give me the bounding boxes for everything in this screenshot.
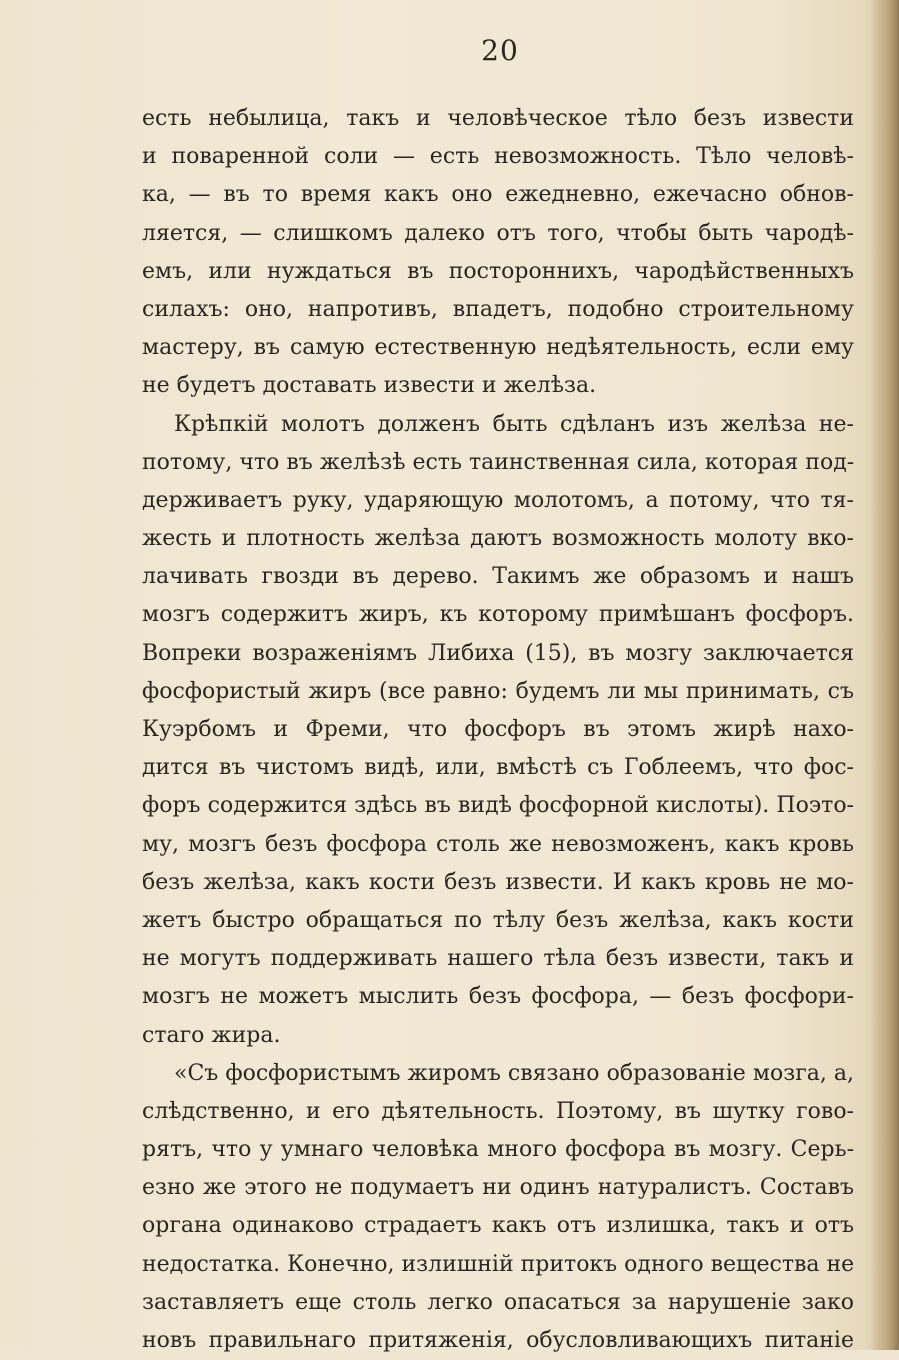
text-line: недостатка. Конечно, излишній притокъ одного вещества не: [142, 1251, 855, 1277]
text-line: фосфористый жиръ (все равно: будемъ ли мы принимать, съ: [142, 678, 854, 704]
text-line: силахъ: оно, напротивъ, впадетъ, подобно строительному: [142, 296, 854, 322]
text-line: безъ желѣза, какъ кости безъ извести. И какъ кровь не мо-: [142, 869, 854, 895]
text-line: органа одинаково страдаетъ какъ отъ излишка, такъ и отъ: [142, 1213, 854, 1239]
text-line: жетъ быстро обращаться по тѣлу безъ желѣза, какъ кости: [142, 907, 854, 933]
text-line: «Съ фосфористымъ жиромъ связано образованіе мозга, а,: [174, 1060, 854, 1086]
paragraph: [142, 406, 854, 1055]
text-line: слѣдственно, и его дѣятельность. Поэтому, въ шутку гово-: [142, 1098, 854, 1124]
text-line: Куэрбомъ и Фреми, что фосфоръ въ этомъ жирѣ нахо-: [142, 717, 854, 742]
text-line: мозгъ содержитъ жиръ, къ которому примѣшанъ фосфоръ.: [142, 602, 854, 628]
text-line: потому, что въ желѣзѣ есть таинственная сила, которая под-: [142, 449, 855, 475]
text-line: и поваренной соли — есть невозможность. Тѣло человѣ-: [142, 144, 854, 170]
text-line: дится въ чистомъ видѣ, или, вмѣстѣ съ Гоблеемъ, что фос-: [142, 755, 854, 781]
text-line: стаго жира.: [142, 1022, 281, 1048]
paragraph: [142, 1055, 854, 1360]
text-line: емъ, или нуждаться въ постороннихъ, чародѣйственныхъ: [142, 258, 854, 284]
text-line: форъ содержится здѣсь въ видѣ фосфорной кислоты). Поэто-: [142, 793, 854, 819]
text-line: жесть и плотность желѣза даютъ возможность молоту вко-: [142, 526, 854, 552]
text-line: не будетъ доставать извести и желѣза.: [142, 373, 597, 399]
text-line: есть небылица, такъ и человѣческое тѣло безъ извести: [142, 106, 854, 131]
text-line: заставляетъ еще столь легко опасаться за нарушеніе зако: [142, 1289, 854, 1315]
page-number: 20: [481, 34, 519, 67]
text-line: Крѣпкій молотъ долженъ быть сдѣланъ изъ желѣза не-: [174, 411, 854, 437]
text-line: Вопреки возраженіямъ Либиха (15), въ мозгу заключается: [142, 640, 854, 666]
body-text: [142, 100, 854, 1360]
text-line: рятъ, что у умнаго человѣка много фосфора въ мозгу. Серь-: [142, 1137, 854, 1163]
text-line: му, мозгъ безъ фосфора столь же невозможенъ, какъ кровь: [142, 831, 854, 857]
text-line: не могутъ поддерживать нашего тѣла безъ извести, такъ и: [142, 946, 854, 972]
text-line: лачивать гвозди въ дерево. Такимъ же образомъ и нашъ: [142, 564, 854, 590]
text-line: мозгъ не можетъ мыслить безъ фосфора, — безъ фосфори-: [142, 984, 854, 1010]
text-line: держиваетъ руку, ударяющую молотомъ, а потому, что тя-: [142, 487, 854, 513]
text-line: ка, — въ то время какъ оно ежедневно, ежечасно обнов-: [142, 182, 854, 208]
page-edge-shadow: [871, 0, 899, 1350]
text-line: ляется, — слишкомъ далеко отъ того, чтобы быть чародѣ-: [142, 220, 854, 246]
text-line: езно же этого не подумаетъ ни одинъ натуралистъ. Составъ: [142, 1175, 854, 1201]
text-line: мастеру, въ самую естественную недѣятельность, если ему: [142, 335, 854, 361]
paragraph: [142, 100, 854, 406]
text-line: новъ правильнаго притяженія, обусловливающихъ питаніе: [142, 1328, 854, 1353]
